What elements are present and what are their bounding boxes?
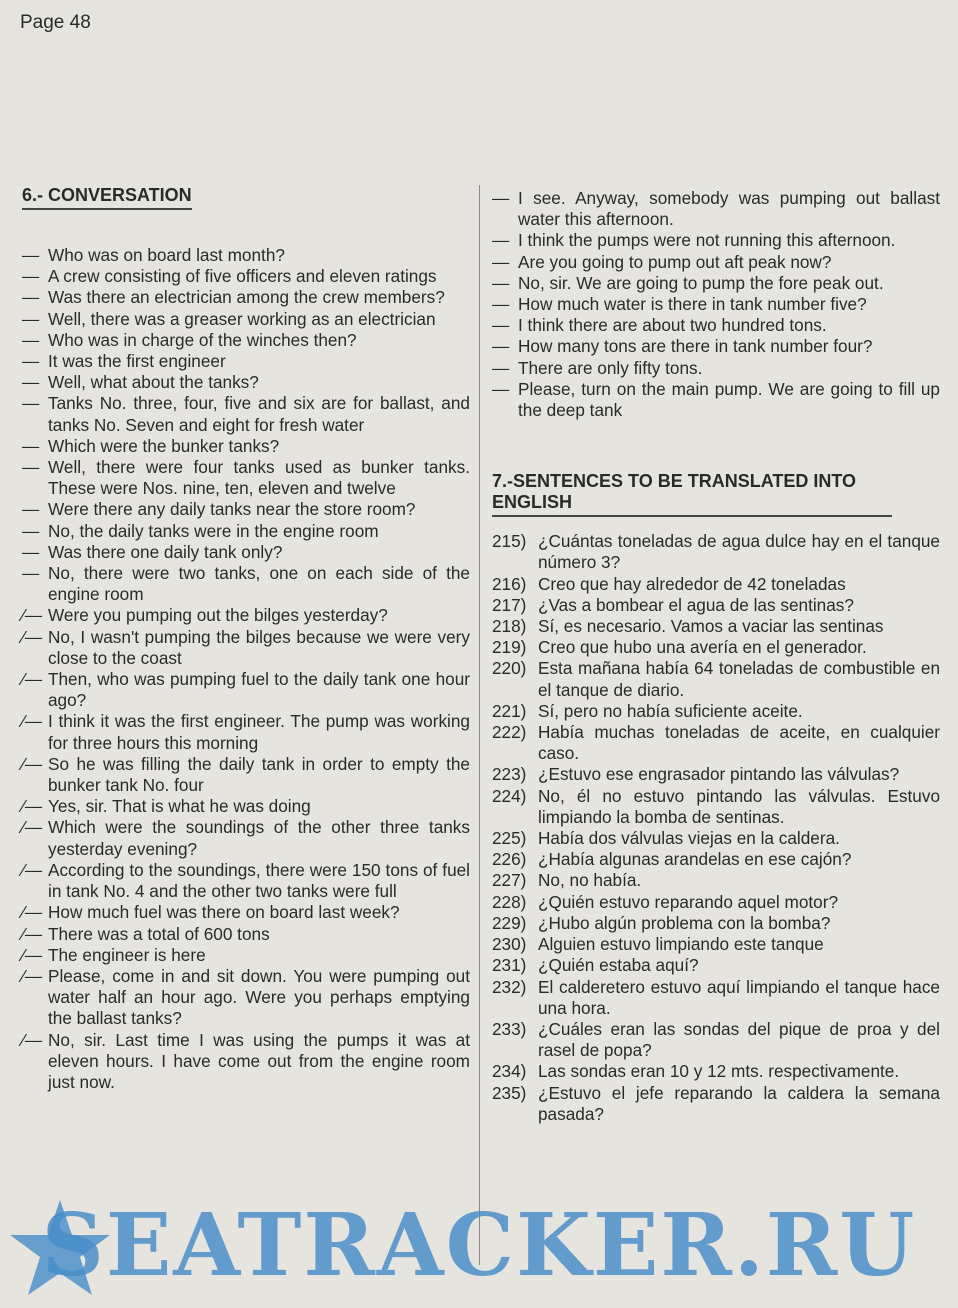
sentence-text: ¿Hubo algún problema con la bomba? xyxy=(538,912,831,933)
sentence-number: 223) xyxy=(492,764,527,785)
dialogue-line xyxy=(22,711,470,753)
sentence-item xyxy=(492,658,940,700)
sentence-text: ¿Quién estuvo reparando aquel motor? xyxy=(538,891,839,912)
sentence-item xyxy=(492,786,940,828)
sentence-text: ¿Quién estaba aquí? xyxy=(538,955,699,976)
sentence-number: 226) xyxy=(492,849,527,870)
dialogue-text: I think the pumps were not running this afternoon. xyxy=(518,230,896,251)
dialogue-line xyxy=(22,924,470,945)
dialogue-text: Please, come in and sit down. You were pumping out water half an hour ago. Were you perhaps emptying the ballast tanks? xyxy=(48,965,470,1029)
sentence-item xyxy=(492,574,940,595)
dialogue-line xyxy=(22,393,470,435)
dialogue-text: Well, what about the tanks? xyxy=(48,372,259,393)
sentences-heading: 7.-SENTENCES TO BE TRANSLATED INTO ENGLISH xyxy=(492,471,892,517)
dialogue-dash: ⁄— xyxy=(22,796,43,817)
dialogue-line xyxy=(22,966,470,1030)
dialogue-dash: — xyxy=(492,230,510,251)
dialogue-text: Then, who was pumping fuel to the daily tank one hour ago? xyxy=(48,669,470,711)
dialogue-line xyxy=(22,372,470,393)
dialogue-line xyxy=(492,336,940,357)
dialogue-dash: — xyxy=(22,245,40,265)
dialogue-dash: — xyxy=(492,188,510,208)
dialogue-dash: — xyxy=(22,308,40,329)
dialogue-dash: ⁄— xyxy=(22,965,43,986)
dialogue-line xyxy=(492,379,940,421)
dialogue-line xyxy=(22,627,470,669)
sentence-item xyxy=(492,849,940,870)
sentence-text: ¿Cuántas toneladas de agua dulce hay en el tanque número 3? xyxy=(538,531,940,573)
sentence-number: 215) xyxy=(492,531,527,552)
sentence-text: Alguien estuvo limpiando este tanque xyxy=(538,934,824,955)
sentence-item xyxy=(492,637,940,658)
dialogue-dash: ⁄— xyxy=(22,1029,43,1050)
dialogue-line xyxy=(492,252,940,273)
dialogue-text: I think there are about two hundred tons. xyxy=(518,315,827,336)
dialogue-text: Please, turn on the main pump. We are going to fill up the deep tank xyxy=(518,378,940,421)
dialogue-line xyxy=(22,436,470,457)
dialogue-text: How much fuel was there on board last week? xyxy=(48,902,400,923)
sentence-item xyxy=(492,722,940,764)
watermark-text: SEATRACKER.RU xyxy=(41,1194,917,1296)
dialogue-dash: — xyxy=(22,499,40,520)
sentence-text: Las sondas eran 10 y 12 mts. respectivamente. xyxy=(538,1061,900,1082)
dialogue-dash: ⁄— xyxy=(22,923,43,944)
dialogue-line xyxy=(22,287,470,308)
sentence-number: 227) xyxy=(492,870,527,891)
sentence-list xyxy=(492,531,940,1125)
dialogue-dash: — xyxy=(492,336,510,357)
dialogue-dash: — xyxy=(22,329,40,350)
sentence-item xyxy=(492,531,940,573)
dialogue-dash: — xyxy=(492,272,510,293)
dialogue-dash: — xyxy=(22,393,40,414)
sentence-number: 224) xyxy=(492,785,527,806)
dialogue-dash: ⁄— xyxy=(22,859,43,880)
sentence-number: 230) xyxy=(492,934,527,955)
sentence-number: 233) xyxy=(492,1018,527,1039)
sentence-text: Había dos válvulas viejas en la caldera. xyxy=(538,828,840,849)
dialogue-text: The engineer is here xyxy=(48,944,206,965)
dialogue-text: How many tons are there in tank number four? xyxy=(518,336,873,357)
dialogue-text: Tanks No. three, four, five and six are for ballast, and tanks No. Seven and eight for fresh water xyxy=(48,393,470,435)
dialogue-dash: — xyxy=(22,435,40,456)
dialogue-text: Were there any daily tanks near the store room? xyxy=(48,499,416,520)
dialogue-text: Was there one daily tank only? xyxy=(48,541,283,562)
dialogue-text: Well, there were four tanks used as bunker tanks. These were Nos. nine, ten, eleven and twelve xyxy=(48,457,470,499)
conversation-continued xyxy=(492,188,940,421)
dialogue-text: How much water is there in tank number five? xyxy=(518,294,867,315)
dialogue-dash: ⁄— xyxy=(22,753,43,774)
sentence-text: No, él no estuvo pintando las válvulas. Estuvo limpiando la bomba de sentinas. xyxy=(538,785,940,827)
dialogue-dash: ⁄— xyxy=(22,817,43,838)
dialogue-dash: — xyxy=(22,457,40,478)
dialogue-line xyxy=(22,266,470,287)
sentence-item xyxy=(492,934,940,955)
dialogue-text: No, sir. We are going to pump the fore peak out. xyxy=(518,272,884,293)
dialogue-text: Who was in charge of the winches then? xyxy=(48,329,357,350)
dialogue-text: No, the daily tanks were in the engine room xyxy=(48,520,379,541)
dialogue-text: It was the first engineer xyxy=(48,351,226,372)
sentence-item xyxy=(492,913,940,934)
dialogue-text: There are only fifty tons. xyxy=(518,357,703,378)
sentence-text: No, no había. xyxy=(538,870,642,891)
dialogue-text: A crew consisting of five officers and eleven ratings xyxy=(48,266,437,287)
dialogue-text: Were you pumping out the bilges yesterday? xyxy=(48,605,388,626)
dialogue-text: Which were the bunker tanks? xyxy=(48,435,280,456)
dialogue-dash: ⁄— xyxy=(22,626,43,647)
sentence-number: 219) xyxy=(492,637,527,658)
conversation-lines xyxy=(22,245,470,1093)
sentence-text: Sí, pero no había suficiente aceite. xyxy=(538,700,803,721)
dialogue-line xyxy=(22,754,470,796)
sentence-number: 218) xyxy=(492,616,527,637)
right-column xyxy=(492,188,940,1125)
dialogue-line xyxy=(22,542,470,563)
dialogue-dash: — xyxy=(492,378,510,399)
sentence-number: 221) xyxy=(492,700,527,721)
sentence-number: 217) xyxy=(492,594,527,615)
sentence-text: ¿Estuvo ese engrasador pintando las válvulas? xyxy=(538,764,900,785)
dialogue-dash: ⁄— xyxy=(22,669,43,690)
conversation-heading: 6.- CONVERSATION xyxy=(22,185,192,210)
dialogue-text: No, I wasn't pumping the bilges because we were very close to the coast xyxy=(48,626,470,668)
dialogue-dash: — xyxy=(492,294,510,315)
sentence-number: 228) xyxy=(492,891,527,912)
dialogue-line xyxy=(22,1030,470,1094)
sentence-item xyxy=(492,1061,940,1082)
dialogue-line xyxy=(492,188,940,230)
dialogue-text: So he was filling the daily tank in order to empty the bunker tank No. four xyxy=(48,753,470,796)
dialogue-line xyxy=(22,902,470,923)
dialogue-dash: — xyxy=(492,357,510,378)
dialogue-line xyxy=(22,563,470,605)
dialogue-text: Yes, sir. That is what he was doing xyxy=(48,796,311,817)
sentence-number: 232) xyxy=(492,976,527,997)
dialogue-dash: ⁄— xyxy=(22,711,43,732)
dialogue-dash: — xyxy=(22,351,40,372)
column-divider xyxy=(479,185,480,1265)
dialogue-line xyxy=(492,315,940,336)
sentence-number: 225) xyxy=(492,828,527,849)
dialogue-line xyxy=(22,457,470,499)
sentence-item xyxy=(492,595,940,616)
dialogue-line xyxy=(492,294,940,315)
sentence-item xyxy=(492,828,940,849)
sentence-item xyxy=(492,977,940,1019)
dialogue-dash: — xyxy=(22,563,40,584)
sentence-number: 229) xyxy=(492,912,527,933)
sentence-item xyxy=(492,870,940,891)
sentence-item xyxy=(492,764,940,785)
dialogue-text: Which were the soundings of the other three tanks yesterday evening? xyxy=(48,817,470,859)
sentence-text: Sí, es necesario. Vamos a vaciar las sentinas xyxy=(538,616,884,637)
dialogue-text: Who was on board last month? xyxy=(48,245,285,265)
sentence-text: Creo que hay alrededor de 42 toneladas xyxy=(538,573,846,594)
dialogue-line xyxy=(22,330,470,351)
dialogue-dash: ⁄— xyxy=(22,902,43,923)
sentence-text: Había muchas toneladas de aceite, en cualquier caso. xyxy=(538,722,940,764)
sentence-number: 216) xyxy=(492,573,527,594)
sentence-number: 235) xyxy=(492,1082,527,1103)
sentence-item xyxy=(492,1083,940,1125)
sentence-number: 231) xyxy=(492,955,527,976)
dialogue-dash: — xyxy=(22,266,40,287)
dialogue-line xyxy=(22,945,470,966)
sentence-text: Creo que hubo una avería en el generador. xyxy=(538,637,867,658)
dialogue-dash: — xyxy=(22,287,40,308)
sentence-text: ¿Cuáles eran las sondas del pique de proa y del rasel de popa? xyxy=(538,1018,940,1061)
dialogue-text: Well, there was a greaser working as an electrician xyxy=(48,308,436,329)
page-number: Page 48 xyxy=(20,12,91,33)
dialogue-line xyxy=(22,499,470,520)
dialogue-line xyxy=(22,860,470,902)
sentence-number: 222) xyxy=(492,722,527,743)
sentence-item xyxy=(492,1019,940,1061)
dialogue-dash: — xyxy=(492,315,510,336)
sentence-item xyxy=(492,616,940,637)
sentence-text: El calderetero estuvo aquí limpiando el tanque hace una hora. xyxy=(538,976,940,1018)
dialogue-dash: ⁄— xyxy=(22,944,43,965)
dialogue-dash: — xyxy=(22,541,40,562)
dialogue-text: No, sir. Last time I was using the pumps it was at eleven hours. I have come out from the engine room just now. xyxy=(48,1029,470,1092)
sentence-text: Esta mañana había 64 toneladas de combustible en el tanque de diario. xyxy=(538,658,940,700)
dialogue-dash: — xyxy=(492,251,510,272)
dialogue-text: I see. Anyway, somebody was pumping out ballast water this afternoon. xyxy=(518,188,940,230)
dialogue-line xyxy=(22,245,470,266)
dialogue-line xyxy=(22,605,470,626)
dialogue-text: No, there were two tanks, one on each side of the engine room xyxy=(48,563,470,605)
sentence-item xyxy=(492,701,940,722)
dialogue-line xyxy=(22,669,470,711)
left-column xyxy=(22,185,470,1093)
sentence-text: ¿Estuvo el jefe reparando la caldera la semana pasada? xyxy=(538,1082,940,1124)
dialogue-line xyxy=(22,521,470,542)
dialogue-text: I think it was the first engineer. The pump was working for three hours this morning xyxy=(48,711,470,753)
dialogue-line xyxy=(22,817,470,859)
dialogue-text: According to the soundings, there were 150 tons of fuel in tank No. 4 and the other two tanks were full xyxy=(48,859,470,902)
dialogue-dash: — xyxy=(22,372,40,393)
dialogue-line xyxy=(22,351,470,372)
sentence-item xyxy=(492,892,940,913)
dialogue-text: There was a total of 600 tons xyxy=(48,923,270,944)
sentence-number: 234) xyxy=(492,1061,527,1082)
sentence-item xyxy=(492,955,940,976)
sentence-text: ¿Vas a bombear el agua de las sentinas? xyxy=(538,594,854,615)
sentence-number: 220) xyxy=(492,658,527,679)
dialogue-text: Are you going to pump out aft peak now? xyxy=(518,251,832,272)
dialogue-dash: ⁄— xyxy=(22,605,43,626)
dialogue-text: Was there an electrician among the crew members? xyxy=(48,287,445,308)
dialogue-line xyxy=(22,796,470,817)
dialogue-dash: — xyxy=(22,520,40,541)
dialogue-line xyxy=(492,273,940,294)
sentence-text: ¿Había algunas arandelas en ese cajón? xyxy=(538,849,852,870)
dialogue-line xyxy=(22,309,470,330)
dialogue-line xyxy=(492,230,940,251)
dialogue-line xyxy=(492,358,940,379)
